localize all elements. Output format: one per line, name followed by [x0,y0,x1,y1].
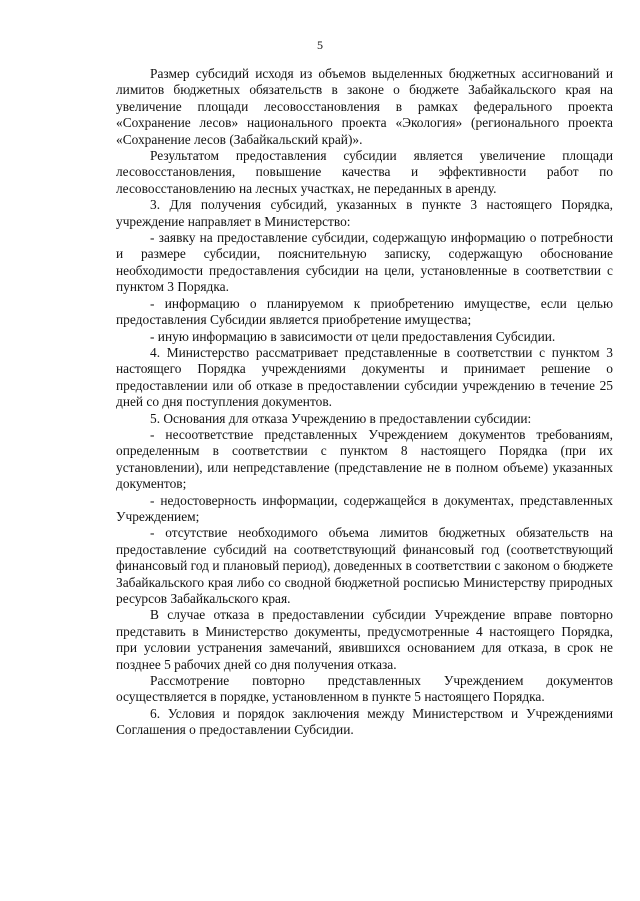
paragraph-nonconformity: - несоответствие представленных Учреждением документов требованиям, определенным в соответствии с пунктом 8 настоящего Порядка (при их установлении), или непредставление (представление не в полном объеме) указанных документов; [116,426,613,492]
paragraph-subsidy-size: Размер субсидий исходя из объемов выделенных бюджетных ассигнований и лимитов бюджетных обязательств в законе о бюджете Забайкальского края на увеличение площади лесовосстановления в рамках федерального проекта «Сохранение лесов» национального проекта «Экология» (регионального проекта «Сохранение лесов (Забайкальский край)». [116,66,613,147]
paragraph-application: - заявку на предоставление субсидии, содержащую информацию о потребности и размере субсидии, пояснительную записку, содержащую обоснование необходимости предоставления субсидии на цели, установленные в соответствии с пунктом 3 Порядка. [116,230,613,295]
paragraph-budget-limits: - отсутствие необходимого объема лимитов бюджетных обязательств на предоставление субсидий на соответствующий финансовый год (соответствующий финансовый год и плановый период), доведенных в соответствии с законом о бюджете Забайкальского края либо со сводной бюджетной росписью Министерству природных ресурсов Забайкальского края. [116,525,613,606]
paragraph-unreliability: - недостоверность информации, содержащейся в документах, представленных Учреждением; [116,492,613,524]
paragraph-item-3: 3. Для получения субсидий, указанных в пункте 3 настоящего Порядка, учреждение направляет в Министерство: [116,197,613,229]
paragraph-other-info: - иную информацию в зависимости от цели предоставления Субсидии. [150,328,556,344]
paragraph-item-4: 4. Министерство рассматривает представленные в соответствии с пунктом 3 настоящего Порядка учреждениями документы и принимает решение о предоставлении или об отказе в предоставлении субсидии учреждению в течение 25 дней со дня поступления документов. [116,344,613,410]
paragraph-refusal: В случае отказа в предоставлении субсидии Учреждение вправе повторно представить в Министерство документы, предусмотренные 4 настоящего Порядка, при условии устранения замечаний, явившихся основанием для отказа, в срок не позднее 5 рабочих дней со дня получения отказа. [116,607,613,672]
paragraph-item-5: 5. Основания для отказа Учреждению в предоставлении субсидии: [150,410,532,426]
paragraph-item-6: 6. Условия и порядок заключения между Министерством и Учреждениями Соглашения о предоставлении Субсидии. [116,705,613,738]
paragraph-resubmission: Рассмотрение повторно представленных Учреждением документов осуществляется в порядке, установленном в пункте 5 настоящего Порядка. [116,673,613,705]
page-number: 5 [317,38,323,52]
paragraph-property-info: - информацию о планируемом к приобретению имуществе, если целью предоставления Субсидии является приобретение имущества; [116,295,613,328]
paragraph-result: Результатом предоставления субсидии является увеличение площади лесовосстановления, повышение качества и эффективности работ по лесовосстановлению на лесных участках, не переданных в аренду. [116,148,613,196]
document-body [116,66,613,739]
